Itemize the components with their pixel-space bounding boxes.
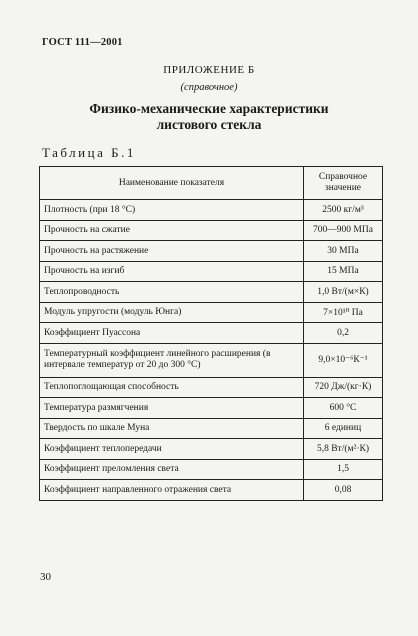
property-value: 30 МПа (304, 241, 383, 262)
table-row (40, 398, 383, 419)
property-value: 7×10¹⁰ Па (304, 302, 383, 323)
property-value: 720 Дж/(кг·К) (304, 377, 383, 398)
table-row (40, 480, 383, 501)
property-name: Теплопроводность (40, 282, 304, 303)
property-value: 1,5 (304, 459, 383, 480)
property-name: Плотность (при 18 °С) (40, 200, 304, 221)
table-row (40, 261, 383, 282)
property-value: 6 единиц (304, 418, 383, 439)
property-value: 2500 кг/м³ (304, 200, 383, 221)
property-name: Температурный коэффициент линейного расширения (в интервале температур от 20 до 300 °С) (40, 343, 304, 377)
property-value: 600 °С (304, 398, 383, 419)
table-row (40, 200, 383, 221)
page-number: 30 (40, 571, 51, 583)
property-value: 1,0 Вт/(м×К) (304, 282, 383, 303)
appendix-note: (справочное) (180, 82, 238, 93)
property-value: 15 МПа (304, 261, 383, 282)
property-name: Коэффициент теплопередачи (40, 439, 304, 460)
property-value: 0,08 (304, 480, 383, 501)
table-row (40, 459, 383, 480)
property-name: Прочность на растяжение (40, 241, 304, 262)
document-title (0, 101, 418, 133)
property-name: Температура размягчения (40, 398, 304, 419)
table-row (40, 302, 383, 323)
header-indicator-name: Наименование показателя (40, 167, 304, 200)
properties-table (39, 166, 383, 501)
header-reference-value: Справочное значение (304, 167, 383, 200)
table-row (40, 377, 383, 398)
property-value: 5,8 Вт/(м²·К) (304, 439, 383, 460)
table-row (40, 241, 383, 262)
property-name: Твердость по шкале Муна (40, 418, 304, 439)
property-name: Коэффициент преломления света (40, 459, 304, 480)
table-row (40, 282, 383, 303)
table-row (40, 418, 383, 439)
property-value: 0,2 (304, 323, 383, 344)
table-row (40, 343, 383, 377)
property-name: Коэффициент Пуассона (40, 323, 304, 344)
property-value: 700—900 МПа (304, 220, 383, 241)
table-row (40, 220, 383, 241)
property-name: Прочность на изгиб (40, 261, 304, 282)
property-name: Прочность на сжатие (40, 220, 304, 241)
document-title-line-2: листового стекла (156, 117, 262, 132)
property-name: Коэффициент направленного отражения света (40, 480, 304, 501)
property-name: Теплопоглощающая способность (40, 377, 304, 398)
property-value: 9,0×10⁻⁶К⁻¹ (304, 343, 383, 377)
table-header-row (40, 167, 383, 200)
table-row (40, 439, 383, 460)
standard-code: ГОСТ 111—2001 (42, 37, 123, 48)
table-caption: Таблица Б.1 (42, 145, 136, 160)
property-name: Модуль упругости (модуль Юнга) (40, 302, 304, 323)
appendix-title: ПРИЛОЖЕНИЕ Б (163, 64, 255, 76)
document-title-line-1: Физико-механические характеристики (89, 101, 329, 116)
table-row (40, 323, 383, 344)
